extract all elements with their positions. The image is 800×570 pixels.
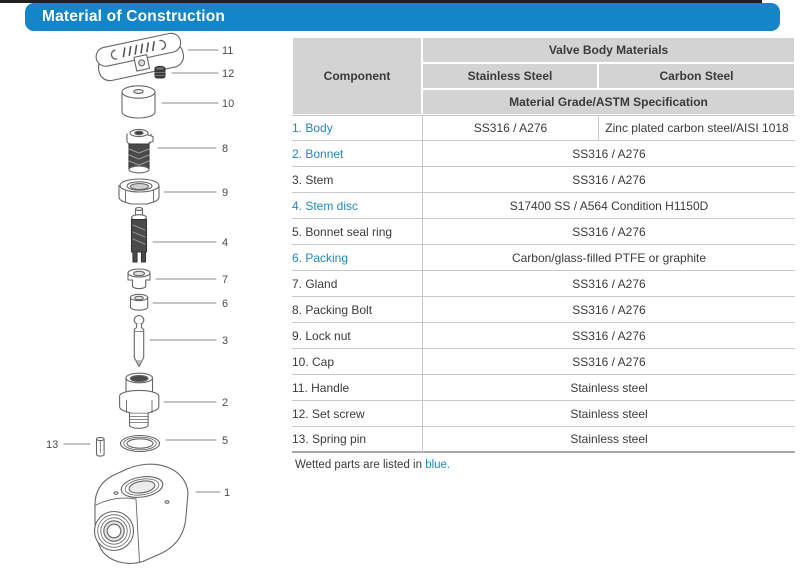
bonnet-drawing — [120, 373, 159, 428]
cell-material-handle: Stainless steel — [422, 375, 795, 401]
callout-label-4: 4 — [222, 237, 229, 249]
cell-material-cap: SS316 / A276 — [422, 349, 795, 375]
cell-stainless-body: SS316 / A276 — [422, 115, 598, 141]
header-valve-body-materials: Valve Body Materials — [422, 37, 795, 63]
callout-label-2: 2 — [222, 397, 229, 409]
callout-label-11: 11 — [222, 45, 234, 57]
cell-material-gland: SS316 / A276 — [422, 271, 795, 297]
callout-label-7: 7 — [222, 274, 229, 286]
cell-component-bonnet: 2. Bonnet — [292, 141, 422, 167]
cap-drawing — [122, 86, 155, 118]
cell-component-packing-bolt: 8. Packing Bolt — [292, 297, 422, 323]
table-row — [292, 219, 795, 245]
wetted-note-text: Wetted parts are listed in — [295, 459, 426, 471]
table-row — [292, 297, 795, 323]
cell-component-set-screw: 12. Set screw — [292, 401, 422, 427]
gland-drawing — [128, 269, 150, 289]
cell-component-stem: 3. Stem — [292, 167, 422, 193]
table-row — [292, 167, 795, 193]
callout-label-6: 6 — [222, 298, 229, 310]
table-row — [292, 375, 795, 401]
cell-component-lock-nut: 9. Lock nut — [292, 323, 422, 349]
header-component: Component — [292, 37, 422, 115]
header-carbon-steel: Carbon Steel — [598, 63, 795, 89]
spring-pin-drawing — [97, 437, 105, 456]
cell-component-stem-disc: 4. Stem disc — [292, 193, 422, 219]
cell-material-lock-nut: SS316 / A276 — [422, 323, 795, 349]
cell-component-cap: 10. Cap — [292, 349, 422, 375]
cell-material-set-screw: Stainless steel — [422, 401, 795, 427]
cell-material-spring-pin: Stainless steel — [422, 427, 795, 453]
callout-label-12: 12 — [222, 68, 235, 80]
cell-material-packing: Carbon/glass-filled PTFE or graphite — [422, 245, 795, 271]
cell-component-body: 1. Body — [292, 115, 422, 141]
table-row — [292, 141, 795, 167]
callout-label-10: 10 — [222, 98, 235, 110]
table-row — [292, 245, 795, 271]
table-row — [292, 323, 795, 349]
table-row — [292, 349, 795, 375]
cell-material-packing-bolt: SS316 / A276 — [422, 297, 795, 323]
cell-component-packing: 6. Packing — [292, 245, 422, 271]
wetted-note-highlight: blue. — [425, 459, 451, 471]
cell-carbon-body: Zinc plated carbon steel/AISI 1018 — [598, 115, 795, 141]
cell-component-handle: 11. Handle — [292, 375, 422, 401]
page-title: Material of Construction — [42, 8, 226, 25]
callout-label-3: 3 — [222, 335, 229, 347]
set-screw-drawing — [155, 66, 165, 78]
table-row — [292, 115, 795, 141]
cell-material-bonnet-seal-ring: SS316 / A276 — [422, 219, 795, 245]
header-stainless-steel: Stainless Steel — [422, 63, 598, 89]
valve-exploded-diagram — [0, 0, 290, 570]
bonnet-seal-ring-drawing — [121, 436, 160, 452]
cell-material-stem-disc: S17400 SS / A564 Condition H1150D — [422, 193, 795, 219]
cell-component-bonnet-seal-ring: 5. Bonnet seal ring — [292, 219, 422, 245]
table-row — [292, 271, 795, 297]
handle-drawing — [94, 32, 185, 83]
packing-bolt-drawing — [127, 129, 153, 173]
cell-material-stem: SS316 / A276 — [422, 167, 795, 193]
header-material-grade: Material Grade/ASTM Specification — [422, 89, 795, 115]
cell-material-bonnet: SS316 / A276 — [422, 141, 795, 167]
stem-disc-drawing — [132, 208, 147, 263]
callout-label-9: 9 — [222, 187, 229, 199]
callout-label-8: 8 — [222, 143, 229, 155]
table-row — [292, 401, 795, 427]
callout-label-13: 13 — [46, 439, 59, 451]
table-row — [292, 193, 795, 219]
material-of-construction-table — [292, 37, 795, 453]
stem-drawing — [134, 316, 144, 367]
table-row — [292, 427, 795, 453]
body-drawing — [95, 464, 189, 563]
wetted-note — [295, 459, 450, 471]
packing-drawing — [130, 294, 147, 310]
cell-component-spring-pin: 13. Spring pin — [292, 427, 422, 453]
callout-label-5: 5 — [222, 435, 229, 447]
callout-label-1: 1 — [224, 487, 231, 499]
cell-component-gland: 7. Gland — [292, 271, 422, 297]
lock-nut-drawing — [119, 179, 159, 204]
